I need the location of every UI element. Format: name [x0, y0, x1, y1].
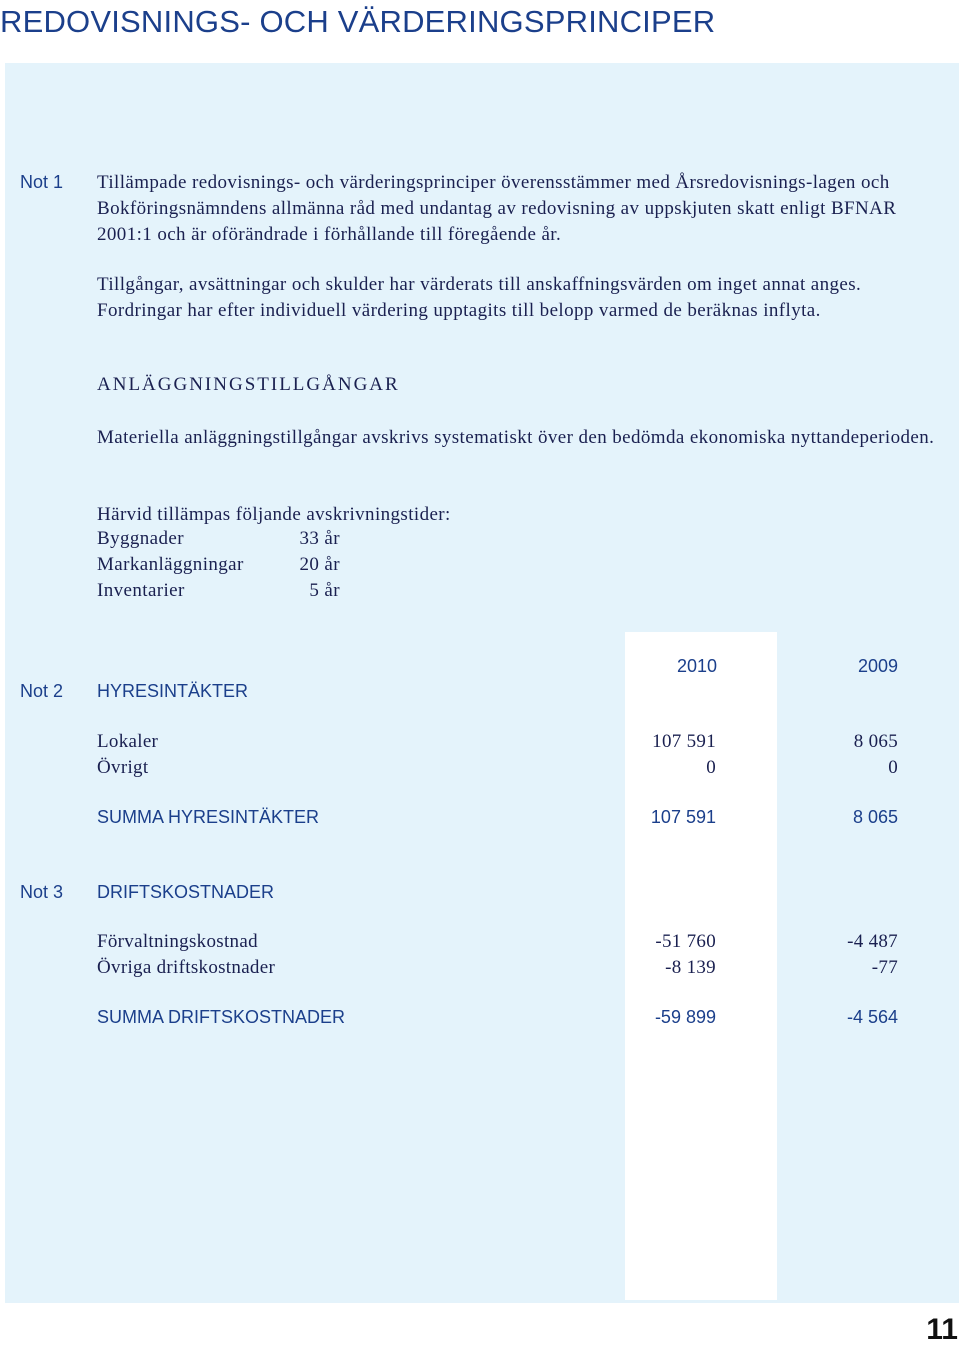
value-2009: -77: [871, 957, 898, 978]
table-row: [97, 757, 898, 783]
value-2010: -8 139: [665, 957, 716, 978]
row-label: Förvaltningskostnad: [97, 931, 258, 952]
sum-2010: 107 591: [650, 807, 716, 827]
note-1-paragraph-1: Tillämpade redovisnings- och värderingsprinciper överensstämmer med Årsredovisnings-lagen och Bokföringsnämndens allmänna råd med undantag av redovisning av uppskjuten skatt enligt BFNAR 2001:1 och är oförändrade i förhållande till föregående år.: [97, 172, 897, 245]
sum-2009: -4 564: [846, 1007, 898, 1027]
note-2-label: Not 2: [20, 681, 64, 701]
note-1-label: Not 1: [20, 172, 64, 192]
row-label: Lokaler: [97, 731, 159, 752]
table-row: [97, 931, 898, 957]
sum-2009: 8 065: [852, 807, 898, 827]
note-1-subheading: ANLÄGGNINGSTILLGÅNGAR: [97, 374, 400, 395]
sum-label: SUMMA DRIFTSKOSTNADER: [97, 1007, 346, 1027]
table-row: [97, 957, 898, 983]
depreciation-value: 5 år: [309, 580, 340, 601]
sum-row: [97, 1007, 898, 1033]
page-title: REDOVISNINGS- OCH VÄRDERINGSPRINCIPER: [0, 4, 716, 39]
note-1-paragraph-3: Materiella anläggningstillgångar avskrivs systematiskt över den bedömda ekonomiska nyttandeperioden.: [97, 427, 935, 448]
value-2010: 107 591: [652, 731, 716, 752]
sum-2010: -59 899: [654, 1007, 716, 1027]
value-2010: -51 760: [655, 931, 716, 952]
depreciation-intro: Härvid tillämpas följande avskrivningstider:: [97, 504, 451, 525]
depreciation-label: Byggnader: [97, 528, 184, 549]
value-2009: 0: [888, 757, 898, 778]
depreciation-value: 20 år: [299, 554, 340, 575]
value-2010: 0: [706, 757, 716, 778]
sum-label: SUMMA HYRESINTÄKTER: [97, 807, 320, 827]
year-header-2009: 2009: [857, 656, 898, 676]
depreciation-label: Markanläggningar: [97, 554, 244, 575]
page-number: 11: [926, 1313, 958, 1346]
note-3-label: Not 3: [20, 882, 64, 902]
row-label: Övrigt: [97, 757, 149, 778]
value-2009: -4 487: [847, 931, 898, 952]
note-1-paragraph-2: Tillgångar, avsättningar och skulder har värderats till anskaffningsvärden om inget annat anges. Fordringar har efter individuell värdering upptagits till belopp varmed de beräknas inflyta.: [97, 274, 862, 321]
year-header-2010: 2010: [676, 656, 717, 676]
note-2-heading: HYRESINTÄKTER: [97, 681, 249, 701]
sum-row: [97, 807, 898, 833]
depreciation-label: Inventarier: [97, 580, 185, 601]
value-2009: 8 065: [853, 731, 898, 752]
table-row: [97, 731, 898, 757]
depreciation-value: 33 år: [299, 528, 340, 549]
note-3-heading: DRIFTSKOSTNADER: [97, 882, 275, 902]
row-label: Övriga driftskostnader: [97, 957, 276, 978]
